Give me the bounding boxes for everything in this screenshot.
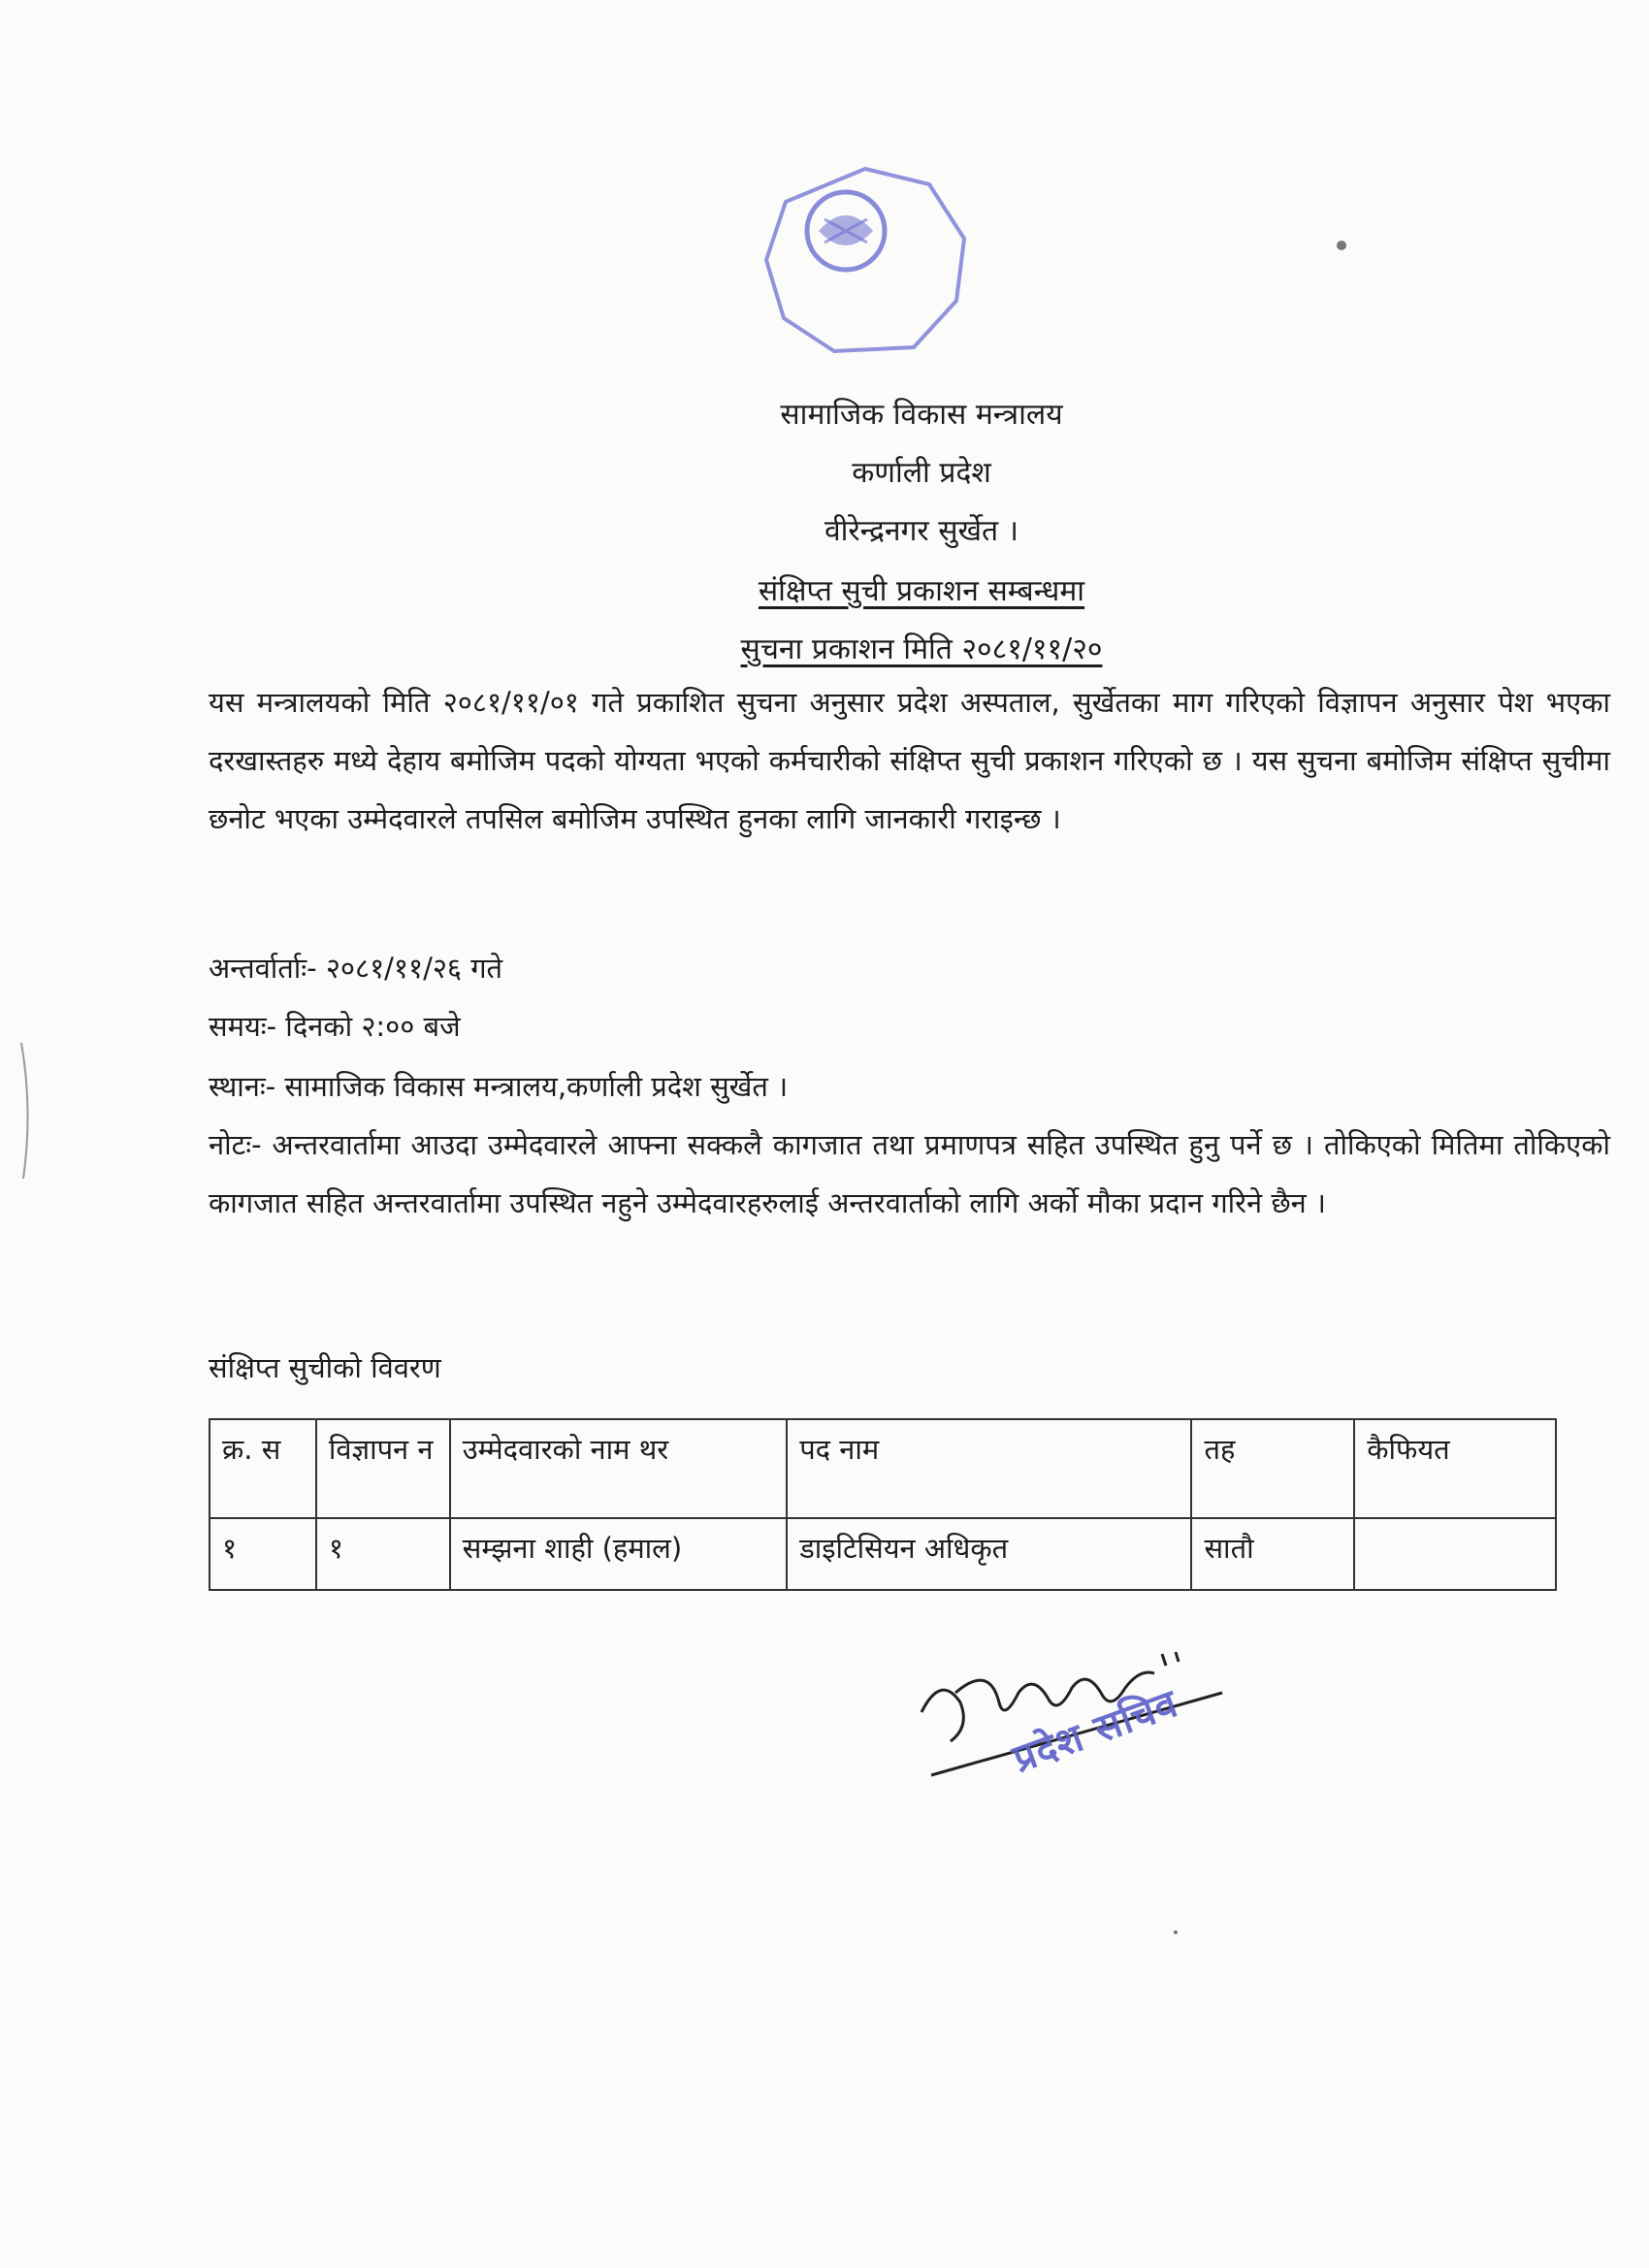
header-post-name: पद नाम bbox=[787, 1419, 1191, 1518]
ministry-name: सामाजिक विकास मन्त्रालय bbox=[780, 398, 1063, 432]
header-remarks: कैफियत bbox=[1354, 1419, 1556, 1518]
scan-speck bbox=[1337, 241, 1346, 250]
province-name: कर्णाली प्रदेश bbox=[852, 456, 991, 490]
cell-serial: १ bbox=[210, 1518, 316, 1590]
publication-date bbox=[0, 631, 1649, 669]
header-serial: क्र. स bbox=[210, 1419, 316, 1518]
city-name: वीरेन्द्रनगर सुर्खेत । bbox=[824, 514, 1019, 548]
table-caption: संक्षिप्त सुचीको विवरण bbox=[209, 1351, 441, 1384]
scan-edge-mark bbox=[17, 1043, 37, 1179]
cell-advertisement-no: १ bbox=[316, 1518, 450, 1590]
shortlist-table bbox=[209, 1418, 1557, 1591]
interview-place: स्थानः- सामाजिक विकास मन्त्रालय,कर्णाली प्रदेश सुर्खेत । bbox=[209, 1070, 789, 1103]
note-paragraph: नोटः- अन्तरवार्तामा आउदा उम्मेदवारले आफ्ना सक्कलै कागजात तथा प्रमाणपत्र सहित उपस्थित हुनु पर्ने छ । तोकिएको मितिमा तोकिएको कागजात सहित अन्तरवार्तामा उपस्थित नहुने उम्मेदवारहरुलाई अन्तरवार्ताको लागि अर्को मौका प्रदान गरिने छैन । bbox=[209, 1128, 1610, 1219]
scan-speck bbox=[1174, 1930, 1178, 1934]
publication-date-text: सुचना प्रकाशन मिति २०८१/११/२० bbox=[740, 632, 1103, 666]
header-level: तह bbox=[1191, 1419, 1354, 1518]
header-advertisement-no: विज्ञापन न bbox=[316, 1419, 450, 1518]
secretary-stamp: प्रदेश सचिव bbox=[1007, 1680, 1184, 1782]
table-row bbox=[210, 1518, 1556, 1590]
ministry-seal bbox=[757, 163, 975, 357]
notice-subject bbox=[0, 572, 1649, 611]
table-header-row bbox=[210, 1419, 1556, 1518]
cell-remarks bbox=[1354, 1518, 1556, 1590]
cell-post-name: डाइटिसियन अधिकृत bbox=[787, 1518, 1191, 1590]
interview-time: समयः- दिनको २:०० बजे bbox=[209, 1010, 461, 1043]
interview-date: अन्तर्वार्ताः- २०८१/११/२६ गते bbox=[209, 952, 503, 985]
cell-level: सातौ bbox=[1191, 1518, 1354, 1590]
header-candidate-name: उम्मेदवारको नाम थर bbox=[450, 1419, 787, 1518]
cell-candidate-name: सम्झना शाही (हमाल) bbox=[450, 1518, 787, 1590]
intro-paragraph: यस मन्त्रालयको मिति २०८१/११/०१ गते प्रकाशित सुचना अनुसार प्रदेश अस्पताल, सुर्खेतका माग गरिएको विज्ञापन अनुसार पेश भएका दरखास्तहरु मध्ये देहाय बमोजिम पदको योग्यता भएको कर्मचारीको संक्षिप्त सुची प्रकाशन गरिएको छ । यस सुचना बमोजिम संक्षिप्त सुचीमा छनोट भएका उम्मेदवारले तपसिल बमोजिम उपस्थित हुनका लागि जानकारी गराइन्छ । bbox=[209, 686, 1610, 835]
notice-subject-text: संक्षिप्त सुची प्रकाशन सम्बन्धमा bbox=[758, 574, 1085, 608]
